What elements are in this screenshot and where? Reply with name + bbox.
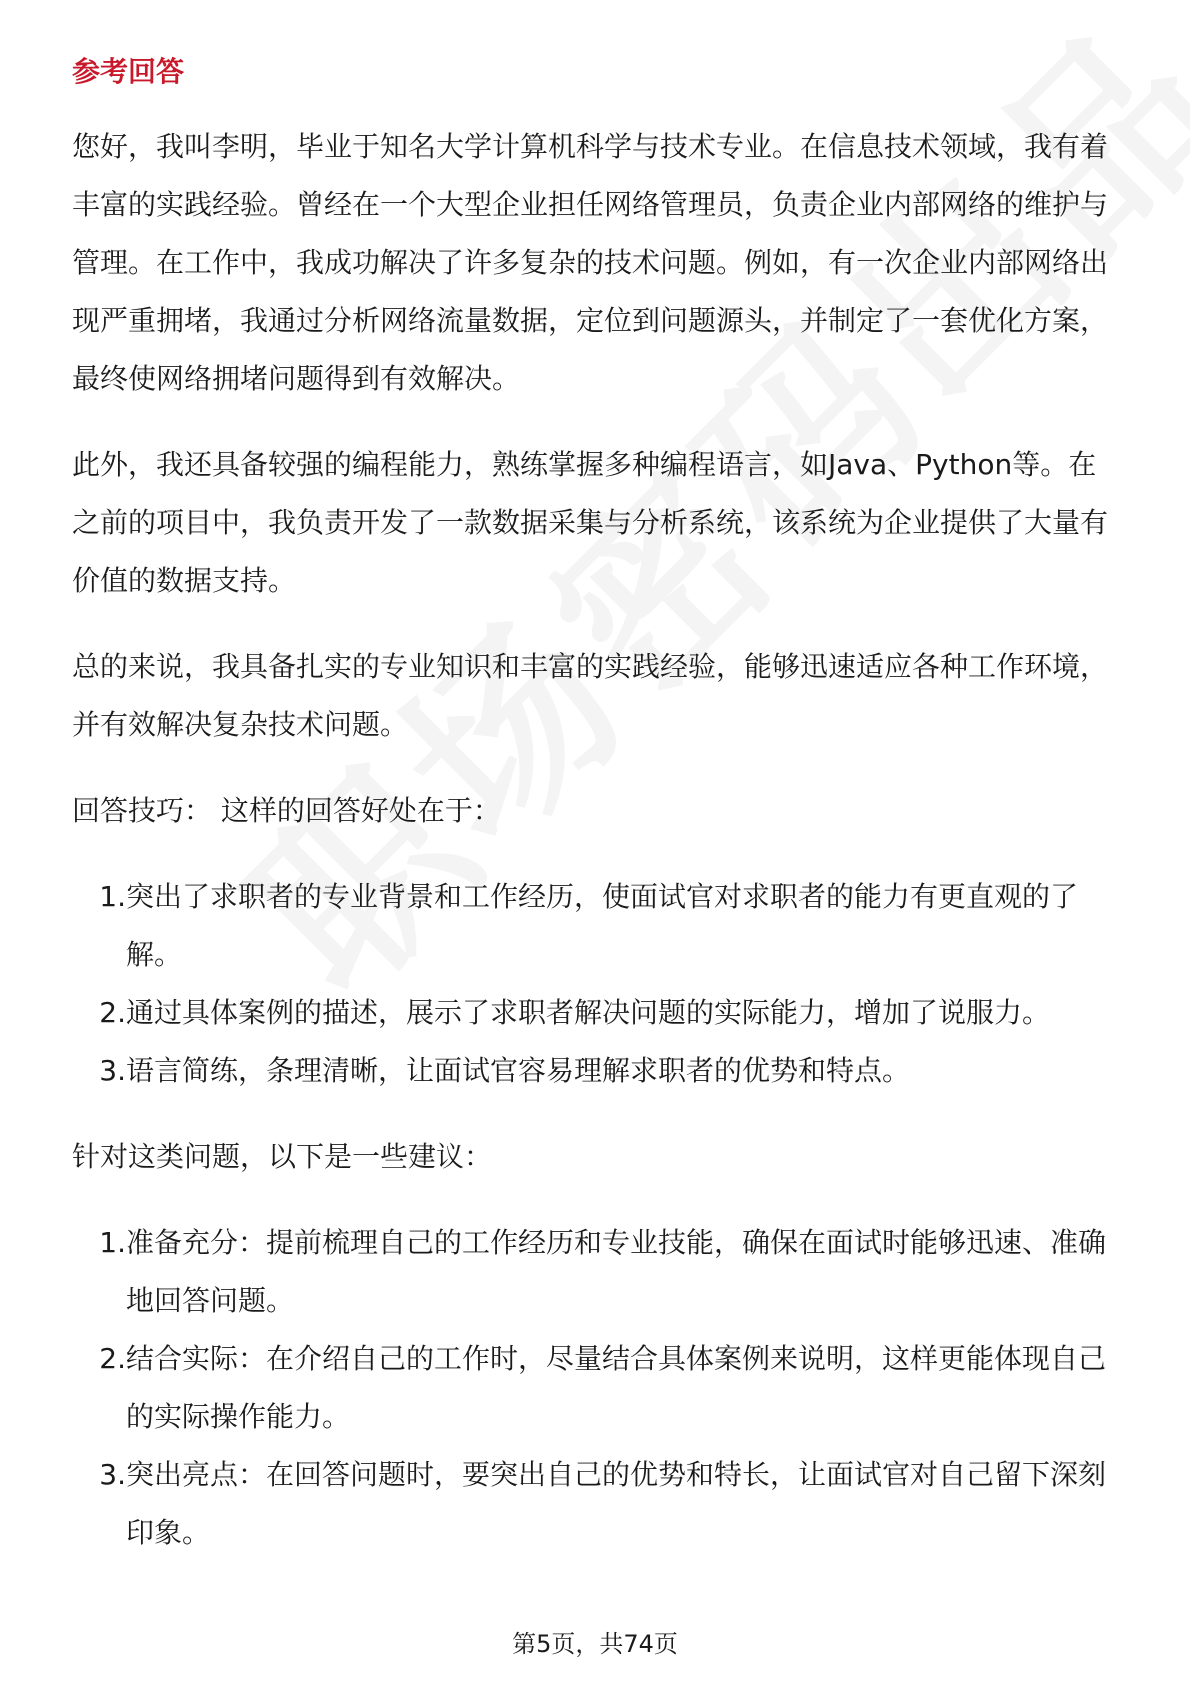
page-content: [72, 48, 1122, 1590]
list-item: [72, 868, 1122, 984]
list-item: [72, 1446, 1122, 1562]
page-number: 第5页，共74页: [512, 1630, 678, 1658]
list-item-number: 3.: [99, 1458, 126, 1491]
list-item-number: 2.: [99, 1342, 126, 1375]
section-heading: 参考回答: [72, 55, 185, 88]
list-item-number: 3.: [99, 1054, 126, 1087]
list-item: [72, 1214, 1122, 1330]
advice-list: [72, 1214, 1122, 1562]
list-item-number: 1.: [99, 1226, 126, 1259]
paragraph-intro: 您好，我叫李明，毕业于知名大学计算机科学与技术专业。在信息技术领域，我有着丰富的实践经验。曾经在一个大型企业担任网络管理员，负责企业内部网络的维护与管理。在工作中，我成功解决了许多复杂的技术问题。例如，有一次企业内部网络出现严重拥堵，我通过分析网络流量数据，定位到问题源头，并制定了一套优化方案，最终使网络拥堵问题得到有效解决。: [72, 130, 1109, 395]
list-item: [72, 984, 1122, 1042]
tips-intro: 回答技巧： 这样的回答好处在于：: [72, 794, 501, 827]
advice-intro: 针对这类问题，以下是一些建议：: [72, 1140, 493, 1173]
list-item-text: 准备充分：提前梳理自己的工作经历和专业技能，确保在面试时能够迅速、准确地回答问题。: [126, 1226, 1107, 1317]
tips-list: [72, 868, 1122, 1100]
paragraph-skills: 此外，我还具备较强的编程能力，熟练掌握多种编程语言，如Java、Python等。在之前的项目中，我负责开发了一款数据采集与分析系统，该系统为企业提供了大量有价值的数据支持。: [72, 448, 1109, 597]
list-item-text: 通过具体案例的描述，展示了求职者解决问题的实际能力，增加了说服力。: [126, 996, 1051, 1029]
list-item-text: 突出亮点：在回答问题时，要突出自己的优势和特长，让面试官对自己留下深刻印象。: [126, 1458, 1107, 1549]
list-item-number: 2.: [99, 996, 126, 1029]
list-item-number: 1.: [99, 880, 126, 913]
list-item-text: 语言简练，条理清晰，让面试官容易理解求职者的优势和特点。: [126, 1054, 911, 1087]
list-item-text: 结合实际：在介绍自己的工作时，尽量结合具体案例来说明，这样更能体现自己的实际操作能力。: [126, 1342, 1107, 1433]
paragraph-summary: 总的来说，我具备扎实的专业知识和丰富的实践经验，能够迅速适应各种工作环境，并有效解决复杂技术问题。: [72, 650, 1109, 741]
list-item: [72, 1042, 1122, 1100]
list-item: [72, 1330, 1122, 1446]
list-item-text: 突出了求职者的专业背景和工作经历，使面试官对求职者的能力有更直观的了解。: [126, 880, 1079, 971]
